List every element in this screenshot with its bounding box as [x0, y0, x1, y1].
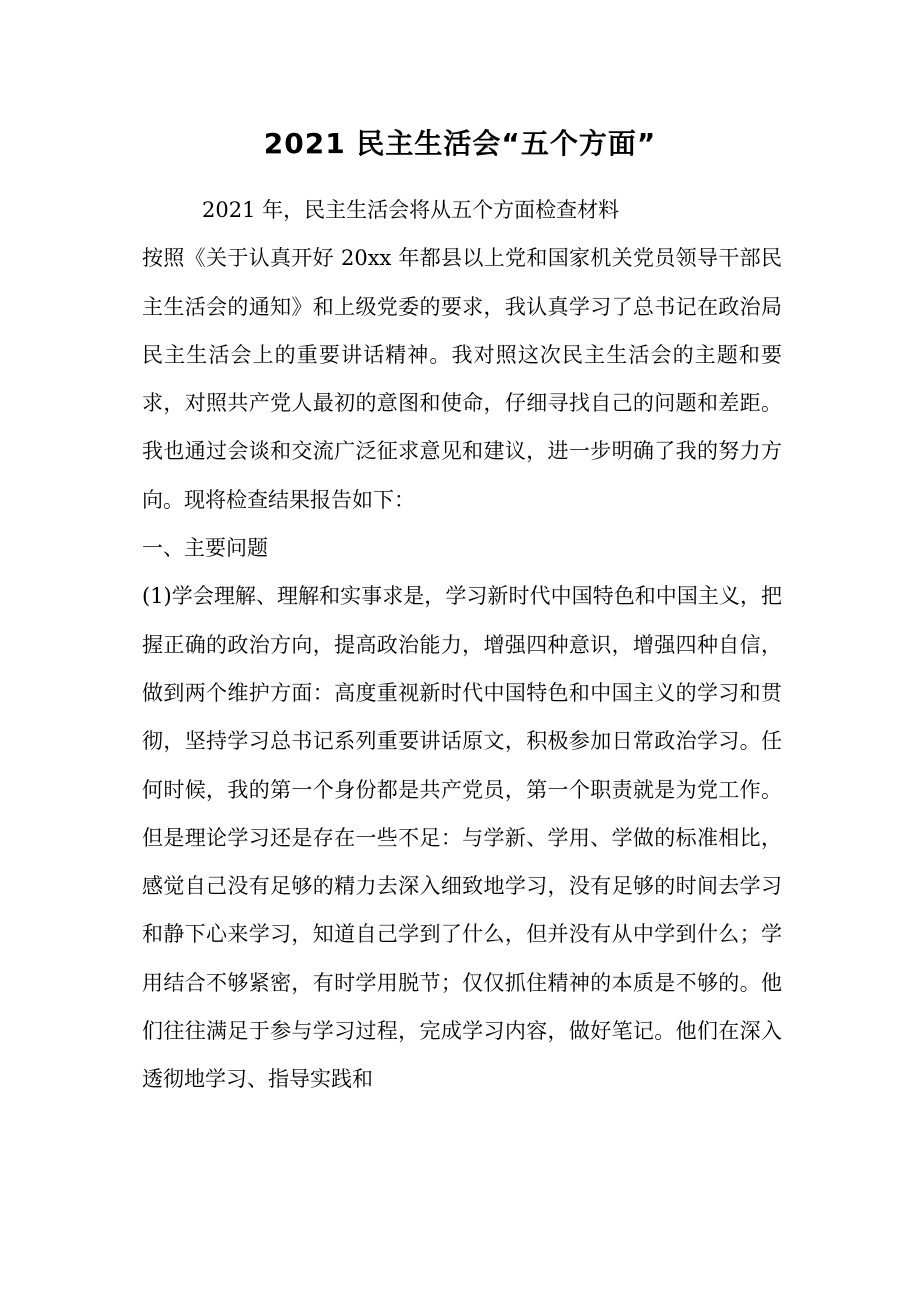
document-body: [142, 186, 782, 1104]
document-title: 2021 民主生活会“五个方面”: [263, 127, 657, 160]
body-paragraph: (1)学会理解、理解和实事求是，学习新时代中国特色和中国主义，把握正确的政治方向，提高政治能力，增强四种意识，增强四种自信，做到两个维护方面：高度重视新时代中国特色和中国主义的学习和贯彻，坚持学习总书记系列重要讲话原文，积极参加日常政治学习。任何时候，我的第一个身份都是共产党员，第一个职责就是为党工作。但是理论学习还是存在一些不足：与学新、学用、学做的标准相比，感觉自己没有足够的精力去深入细致地学习，没有足够的时间去学习和静下心来学习，知道自己学到了什么，但并没有从中学到什么；学用结合不够紧密，有时学用脱节；仅仅抓住精神的本质是不够的。他们往往满足于参与学习过程，完成学习内容，做好笔记。他们在深入透彻地学习、指导实践和: [142, 584, 782, 1092]
section-heading: 一、主要问题: [142, 536, 268, 561]
intro-paragraph: 2021 年，民主生活会将从五个方面检查材料: [202, 198, 620, 222]
body-paragraph: 按照《关于认真开好 20xx 年都县以上党和国家机关党员领导干部民主生活会的通知》和上级党委的要求，我认真学习了总书记在政治局民主生活会上的重要讲话精神。我对照这次民主生活会的主题和要求，对照共产党人最初的意图和使命，仔细寻找自己的问题和差距。我也通过会谈和交流广泛征求意见和建议，进一步明确了我的努力方向。现将检查结果报告如下：: [142, 246, 782, 512]
